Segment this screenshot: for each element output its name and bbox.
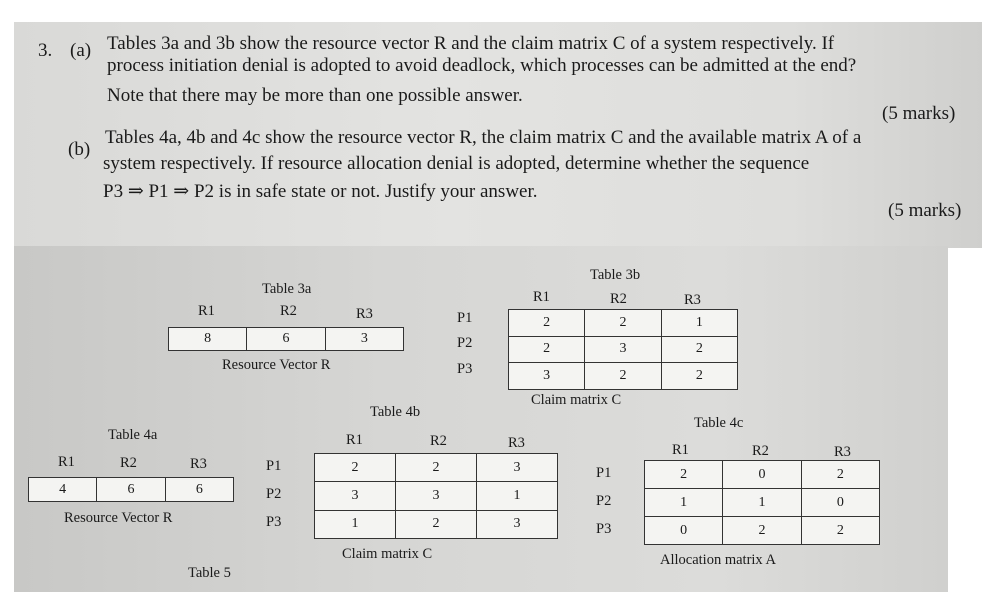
table-4c-cell: 2 (645, 461, 723, 489)
table-4b-cell: 2 (396, 510, 477, 538)
table-4c-cell: 0 (723, 461, 801, 489)
table-4b-grid (314, 453, 558, 539)
part-a-label: (a) (70, 40, 92, 61)
table-3b-cell: 3 (509, 363, 585, 390)
table-4b-cell: 3 (477, 454, 558, 482)
table-3b-header-r1: R1 (533, 289, 550, 305)
table-3b-header-r2: R2 (610, 291, 627, 307)
table-4c-cell: 2 (801, 461, 879, 489)
table-4c-row-label: P2 (596, 493, 612, 509)
table-4c-cell: 1 (645, 489, 723, 517)
part-b-line-3: P3 ⇒ P1 ⇒ P2 is in safe state or not. Justify your answer. (103, 181, 538, 202)
table-3a-header-r2: R2 (280, 303, 297, 319)
table-4c-cell: 1 (723, 489, 801, 517)
table-4c-header-r3: R3 (834, 444, 851, 460)
table-4b-cell: 1 (477, 482, 558, 510)
table-3b-cell: 1 (661, 310, 737, 337)
part-b-line-1: Tables 4a, 4b and 4c show the resource vector R, the claim matrix C and the available matrix A of a (105, 127, 862, 148)
table-4a-caption: Resource Vector R (64, 510, 173, 526)
table-5-title: Table 5 (188, 565, 231, 581)
table-4a-grid (28, 477, 234, 502)
table-4c-cell: 2 (801, 517, 879, 545)
part-b-line-2: system respectively. If resource allocation denial is adopted, determine whether the sequence (103, 153, 810, 174)
table-4c-row-label: P3 (596, 521, 612, 537)
table-4b-caption: Claim matrix C (342, 546, 433, 562)
table-3a-header-r3: R3 (356, 306, 373, 322)
table-4b-header-r2: R2 (430, 433, 447, 449)
table-4a-header-r2: R2 (120, 455, 137, 471)
table-3b-cell: 2 (661, 363, 737, 390)
table-4a-header-r3: R3 (190, 456, 207, 472)
part-a-marks: (5 marks) (882, 103, 956, 124)
table-4b-row-label: P3 (266, 514, 282, 530)
table-3a-cell: 6 (247, 328, 325, 351)
table-4a-cell: 6 (165, 478, 233, 502)
table-4b-header-r3: R3 (508, 435, 525, 451)
table-4c-header-r1: R1 (672, 442, 689, 458)
table-3a-title: Table 3a (262, 281, 312, 297)
table-4a-title: Table 4a (108, 427, 158, 443)
table-3b-cell: 2 (585, 310, 661, 337)
table-3b-row-label: P3 (457, 361, 473, 377)
table-4b-cell: 3 (315, 482, 396, 510)
table-3b-row-label: P2 (457, 335, 473, 351)
table-4a-cell: 6 (97, 478, 165, 502)
table-3a-grid (168, 327, 404, 351)
table-4b-header-r1: R1 (346, 432, 363, 448)
table-3b-cell: 3 (585, 336, 661, 363)
table-3b-header-r3: R3 (684, 292, 701, 308)
table-4b-cell: 3 (477, 510, 558, 538)
table-4a-cell: 4 (29, 478, 97, 502)
table-3a-caption: Resource Vector R (222, 357, 331, 373)
table-4b-cell: 2 (315, 454, 396, 482)
table-3b-cell: 2 (509, 310, 585, 337)
table-3b-caption: Claim matrix C (531, 392, 622, 408)
table-4b-cell: 1 (315, 510, 396, 538)
table-4b-row-label: P1 (266, 458, 282, 474)
table-4c-header-r2: R2 (752, 443, 769, 459)
table-4c-cell: 0 (645, 517, 723, 545)
part-a-line-3: Note that there may be more than one possible answer. (107, 85, 523, 106)
table-4b-cell: 3 (396, 482, 477, 510)
table-4a-header-r1: R1 (58, 454, 75, 470)
table-4c-cell: 0 (801, 489, 879, 517)
table-4b-title: Table 4b (370, 404, 421, 420)
table-4b-cell: 2 (396, 454, 477, 482)
table-3b-cell: 2 (661, 336, 737, 363)
part-b-label: (b) (68, 139, 91, 160)
table-4c-row-label: P1 (596, 465, 612, 481)
question-number: 3. (38, 40, 53, 61)
table-4c-title: Table 4c (694, 415, 744, 431)
part-b-marks: (5 marks) (888, 200, 962, 221)
part-a-line-2: process initiation denial is adopted to avoid deadlock, which processes can be admitted at the end? (107, 55, 857, 76)
part-a-line-1: Tables 3a and 3b show the resource vector R and the claim matrix C of a system respectively. If (107, 33, 835, 54)
table-3b-row-label: P1 (457, 310, 473, 326)
table-3b-title: Table 3b (590, 267, 641, 283)
table-4c-grid (644, 460, 880, 545)
table-3a-cell: 3 (325, 328, 403, 351)
table-4b-row-label: P2 (266, 486, 282, 502)
table-4c-cell: 2 (723, 517, 801, 545)
table-4c-caption: Allocation matrix A (660, 552, 776, 568)
table-3b-grid (508, 309, 738, 390)
table-3b-cell: 2 (509, 336, 585, 363)
table-3a-header-r1: R1 (198, 303, 215, 319)
table-3b-cell: 2 (585, 363, 661, 390)
table-3a-cell: 8 (169, 328, 247, 351)
